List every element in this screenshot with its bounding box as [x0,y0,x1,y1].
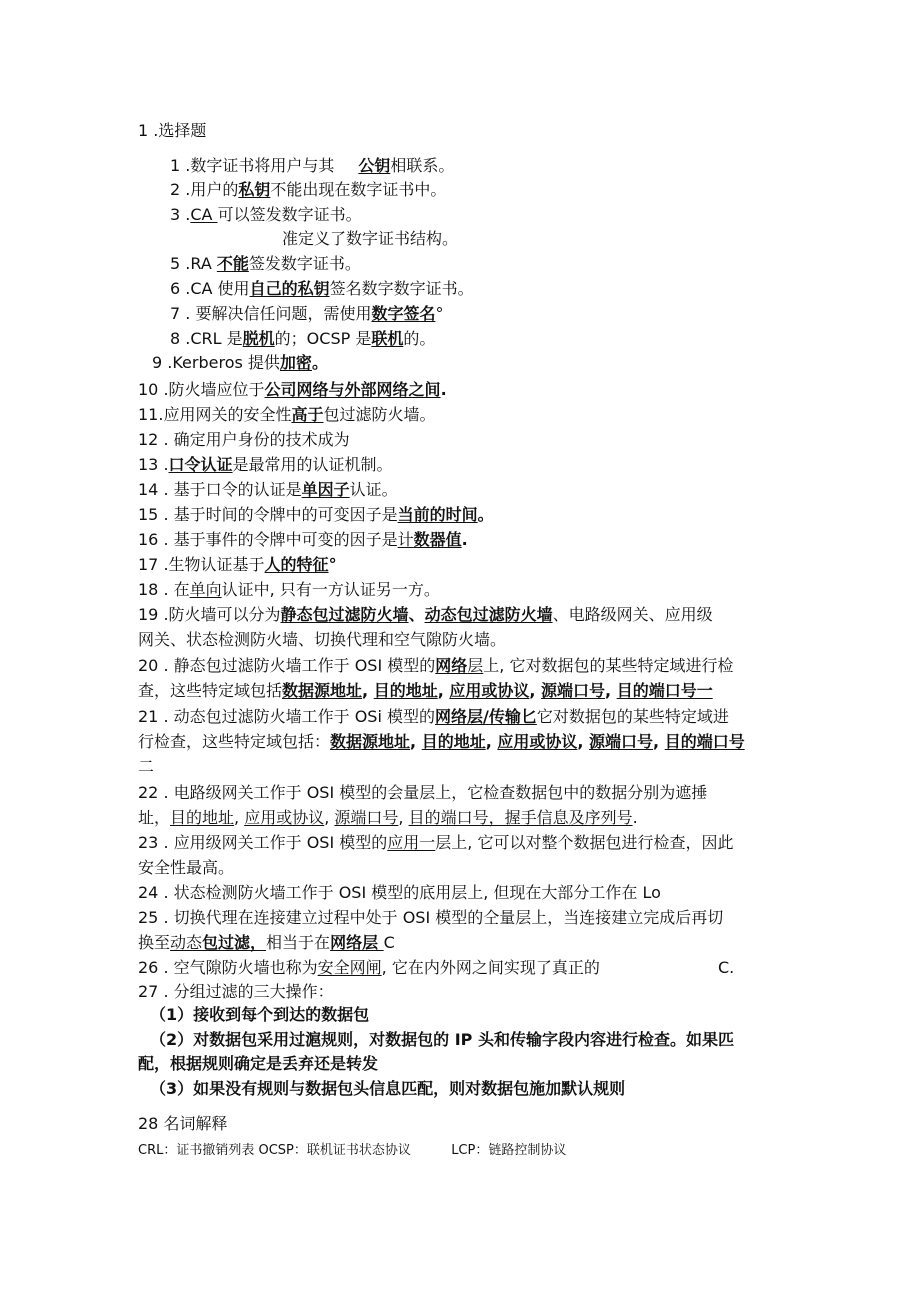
question-text: 17 .生物认证基于 [138,555,265,574]
question-text: 不能出现在数字证书中。 [270,180,447,199]
question-22-line-1: 22 . 电路级网关工作于 OSI 模型的会量层上，它检查数据包中的数据分别为遮捶 [138,783,708,802]
question-26-tail: C. [718,958,735,977]
question-21-line-3: 二 [138,757,155,776]
question-26 [138,957,600,979]
question-text: 10 .防火墙应位于 [138,380,265,399]
question-text: 、电路级网关、应用级 [552,605,713,624]
answer: 加密 [279,353,312,372]
separator: , [234,808,245,827]
question-3 [170,204,362,226]
question-27-line-1: 27 . 分组过滤的三大操作： [138,982,334,1001]
question-7 [170,303,443,325]
question-text: 相联系。 [390,156,455,175]
separator: , [485,732,498,751]
answer: 应用一 [387,833,436,852]
question-text: 查，这些特定域包括 [138,681,283,700]
question-21-line-1 [138,706,729,728]
glossary-crl: CRL：证书撤销列表 [138,1143,255,1158]
question-22-line-2 [138,807,638,829]
question-text: 换至 [138,933,171,952]
answer: 数据源地址 [330,732,411,751]
question-text: 8 .CRL 是 [170,329,243,348]
answer: 网络 [435,656,468,675]
answer: 目的地址 [170,808,235,827]
answer: 网络层 [330,933,384,952]
question-text: 18 . 在 [138,580,190,599]
question-text: 15 . 基于时间的令牌中的可变因子是 [138,505,398,524]
question-text: 2 .用户的 [170,180,239,199]
question-text: 9 .Kerberos 提供 [152,353,280,372]
answer: 动态包过滤防火墙 [424,605,553,624]
question-17 [138,554,337,576]
question-27-step-2a: （2）对数据包采用过滬规则，对数据包的 IP 头和传输字段内容进行检查。如果匹 [150,1030,734,1049]
answer: 数据源地址 [282,681,363,700]
question-1 [170,155,454,177]
question-text: ° [328,555,337,574]
answer: 源端口号 [589,732,654,751]
question-24: 24 . 状态检测防火墙工作于 OSI 模型的底用层上, 但现在大部分工作在 Lo [138,883,661,902]
question-25-line-1: 25 . 切换代理在连接建立过程中处于 OSI 模型的仝量层上，当连接建立完成后再切 [138,908,724,927]
question-10 [138,379,447,401]
glossary-lcp: LCP：链路控制协议 [451,1143,567,1158]
question-25-line-2 [138,932,395,954]
answer: 口令认证 [168,455,233,474]
question-text: 23 . 应用级网关工作于 OSI 模型的 [138,833,388,852]
question-9 [152,352,328,374]
answer: 高于 [291,405,324,424]
question-text: 3 . [170,205,191,224]
separator: , [410,732,422,751]
answer: CA [190,205,218,224]
question-text: 的。 [403,329,436,348]
answer: 源端口号 [334,808,399,827]
separator: , [437,681,450,700]
question-4: 准定义了数字证书结构。 [282,229,459,248]
question-text: 。 [477,505,494,524]
question-21-line-2 [138,731,745,753]
question-23-line-1 [138,832,733,854]
question-text: 19 .防火墙可以分为 [138,605,281,624]
question-19-line-2: 网关、状态检测防火墙、切换代理和空气隙防火墙。 [138,630,507,649]
answer: 不能 [216,254,249,273]
question-20-line-2 [138,680,713,702]
separator: , [324,808,335,827]
question-text: 上, 它对数据包的某些特定域进行检 [483,656,734,675]
question-text: 认证中, 只有一方认证另一方。 [221,580,440,599]
question-18 [138,579,440,601]
answer: 单向 [189,580,222,599]
question-8 [170,328,435,350]
question-text: 16 . 基于事件的令牌中可变的因子是 [138,530,398,549]
glossary-ocsp: OCSP：联机证书状态协议 [258,1143,411,1158]
answer: 网络层/传输匕 [435,707,537,726]
answer: 单因子 [301,480,350,499]
question-text: 21 . 动态包过滤防火墙工作于 OSi 模型的 [138,707,435,726]
question-text: . [440,380,447,399]
question-27-step-3: （3）如果没有规则与数据包头信息匹配，则对数据包施加默认规则 [150,1079,626,1098]
answer: 静态包过滤防火墙 [280,605,409,624]
separator: , [362,681,374,700]
answer: 目的端口号 [664,732,745,751]
question-text: 11.应用网关的安全性 [138,405,292,424]
answer: 源端口号 [541,681,606,700]
separator: , [577,732,590,751]
question-text: 址， [138,808,171,827]
section-heading-choice: 1 .选择题 [138,121,207,140]
question-text: 6 .CA 使用 [170,279,250,298]
answer: 计 [397,530,414,549]
question-13 [138,454,393,476]
question-text: 相当于在 [266,933,331,952]
question-text: , 它在内外网之间实现了真正的 [381,958,600,977]
answer: 数字签名 [371,304,436,323]
question-text: 是最常用的认证机制。 [232,455,393,474]
question-text: ° [435,304,444,323]
question-6 [170,278,474,300]
answer: 自己的私钥 [249,279,330,298]
question-text: 5 .RA [170,254,217,273]
answer: 人的特征 [264,555,329,574]
question-16 [138,529,468,551]
answer: 应用或协议 [244,808,325,827]
answer: 目的地址 [421,732,486,751]
question-text: . [632,808,638,827]
separator: , [605,681,617,700]
question-text: 层上, 它可以对整个数据包进行检查，因此 [435,833,734,852]
answer: 数器值 [413,530,462,549]
answer: 安全网闸 [317,958,382,977]
answer: 层 [467,656,484,675]
answer: 目的端口号一 [616,681,713,700]
answer: 目的地址 [373,681,438,700]
answer: 当前的时间 [397,505,478,524]
question-text: 7 . 要解决信任问题，需使用 [170,304,372,323]
answer: 动态 [170,933,203,952]
question-15 [138,504,494,526]
question-text: . [461,530,468,549]
question-text: 20 . 静态包过滤防火墙工作于 OSI 模型的 [138,656,436,675]
question-12: 12 . 确定用户身份的技术成为 [138,430,350,449]
question-27-step-2b: 配，根据规则确定是丢弃还是转发 [138,1054,379,1073]
question-text: C [383,933,395,952]
question-11 [138,404,435,426]
answer: 包过滤， [202,933,267,952]
answer: 应用或协议 [497,732,578,751]
question-19-line-1 [138,604,713,626]
question-text: 14 . 基于口令的认证是 [138,480,302,499]
separator: , [398,808,409,827]
separator: 、 [408,605,425,624]
separator: , [529,681,542,700]
question-text: 13 . [138,455,169,474]
question-text: 签名数字数字证书。 [329,279,474,298]
answer: 公司网络与外部网络之间 [264,380,441,399]
question-20-line-1 [138,655,733,677]
answer: 脱机 [242,329,275,348]
question-text: 签发数字证书。 [248,254,361,273]
answer: 目的端口号，握手信息及序列号 [408,808,633,827]
question-text: 1 .数字证书将用户与其 [170,156,335,175]
answer: 应用或协议 [449,681,530,700]
answer: 公钥 [358,156,391,175]
question-text: 。 [311,353,328,372]
question-14 [138,479,398,501]
answer: 联机 [371,329,404,348]
question-text: 行检查，这些特定域包括： [138,732,331,751]
question-text: 认证。 [349,480,398,499]
question-27-step-1: （1）接收到每个到达的数据包 [150,1005,370,1024]
question-text: 26 . 空气隙防火墙也称为 [138,958,318,977]
answer: 私钥 [238,180,271,199]
glossary-line [138,1140,566,1162]
question-2 [170,179,446,201]
question-text: 它对数据包的某些特定域进 [536,707,729,726]
question-text: 的；OCSP 是 [274,329,372,348]
question-text: 可以签发数字证书。 [217,205,362,224]
question-23-line-2: 安全性最高。 [138,858,235,877]
question-text: 包过滤防火墙。 [323,405,436,424]
section-heading-glossary: 28 名词解释 [138,1114,228,1133]
separator: , [653,732,665,751]
question-5 [170,253,361,275]
